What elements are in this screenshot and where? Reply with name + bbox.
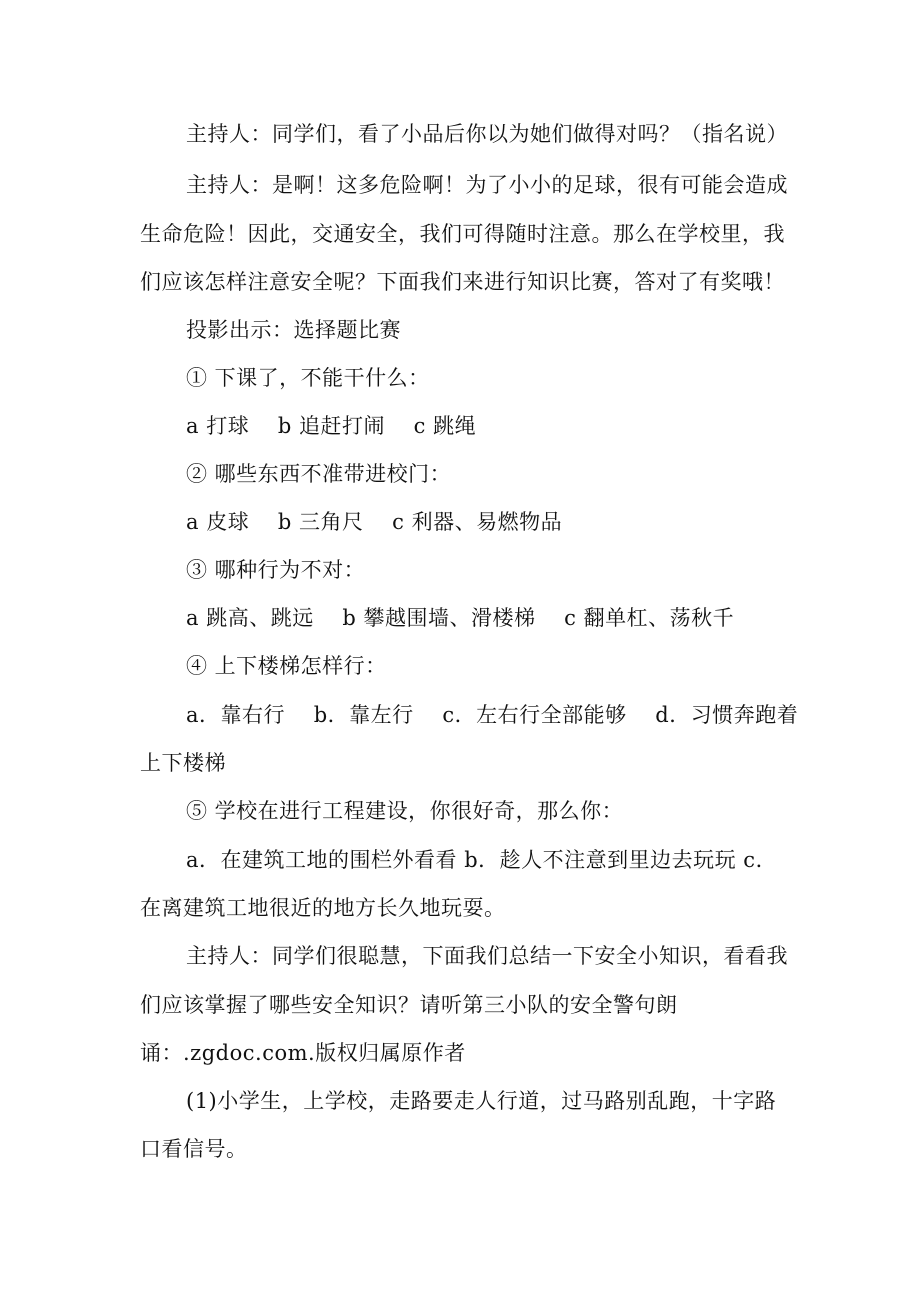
options-4: a．靠右行 b．靠左行 c．左右行全部能够 d．习惯奔跑着 (186, 703, 799, 727)
paragraph-line: 们应该怎样注意安全呢？下面我们来进行知识比赛，答对了有奖哦！ (140, 270, 785, 294)
host-summary-line: 主持人：同学们很聪慧，下面我们总结一下安全小知识，看看我 (186, 944, 788, 968)
options-2: a 皮球 b 三角尺 c 利器、易燃物品 (186, 510, 563, 534)
question-3: ③ 哪种行为不对： (186, 558, 366, 582)
options-1: a 打球 b 追赶打闹 c 跳绳 (186, 414, 477, 438)
paragraph-line: 生命危险！因此，交通安全，我们可得随时注意。那么在学校里，我 (140, 222, 785, 246)
options-5-cont: 在离建筑工地很近的地方长久地玩耍。 (140, 896, 506, 920)
slogan-1-cont: 口看信号。 (140, 1137, 248, 1161)
paragraph-line: 诵：.zgdoc.com.版权归属原作者 (140, 1041, 466, 1065)
host-line-1: 主持人：同学们，看了小品后你以为她们做得对吗？（指名说） (186, 122, 788, 146)
question-1: ① 下课了，不能干什么： (186, 366, 430, 390)
question-4: ④ 上下楼梯怎样行： (186, 654, 387, 678)
question-5: ⑤ 学校在进行工程建设，你很好奇，那么你： (186, 799, 624, 823)
slogan-1: (1)小学生，上学校，走路要走人行道，过马路别乱跑，十字路 (186, 1089, 777, 1113)
paragraph-line: 们应该掌握了哪些安全知识？请听第三小队的安全警句朗 (140, 993, 678, 1017)
options-4-cont: 上下楼梯 (140, 751, 226, 775)
options-3: a 跳高、跳远 b 攀越围墙、滑楼梯 c 翻单杠、荡秋千 (186, 606, 735, 630)
host-line-2: 主持人：是啊！这多危险啊！为了小小的足球，很有可能会造成 (186, 173, 788, 197)
question-2: ② 哪些东西不准带进校门： (186, 462, 452, 486)
projection-heading: 投影出示：选择题比赛 (186, 318, 401, 342)
options-5: a．在建筑工地的围栏外看看 b．趁人不注意到里边去玩玩 c． (186, 848, 778, 872)
